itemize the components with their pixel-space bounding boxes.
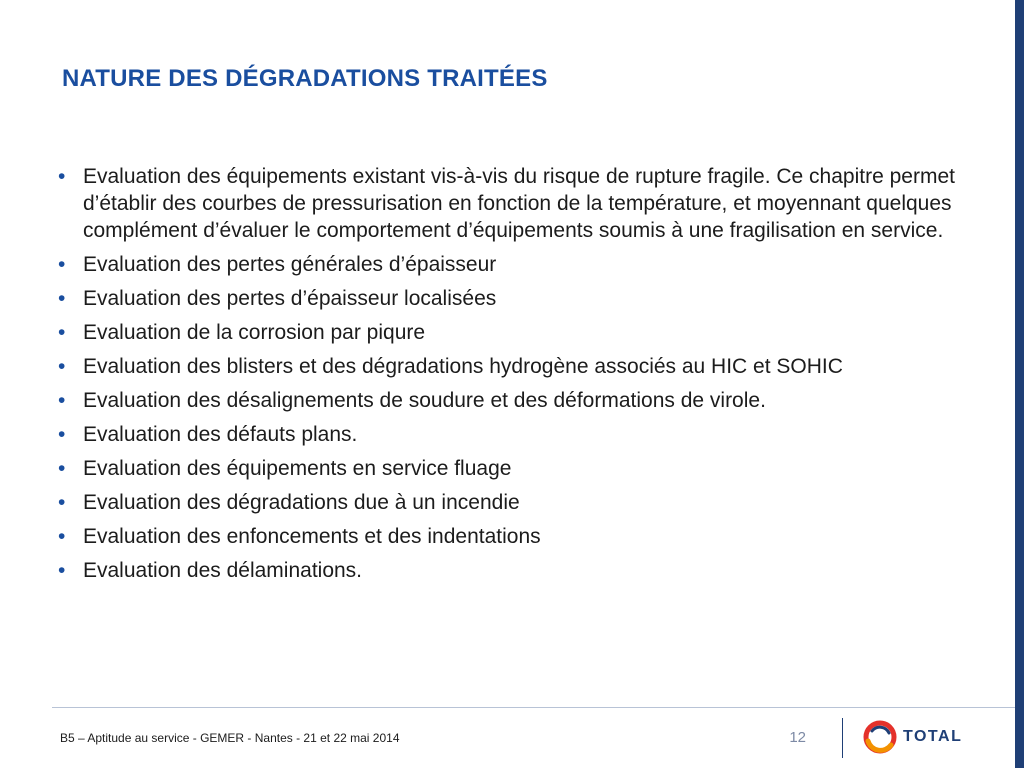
bullet-list	[58, 163, 968, 591]
total-logo-text: TOTAL	[903, 728, 963, 745]
total-logo	[863, 719, 962, 755]
bullet-dot: •	[58, 287, 66, 310]
bullet-dot: •	[58, 355, 66, 378]
slide-title: NATURE DES DÉGRADATIONS TRAITÉES	[62, 65, 548, 92]
bullet-dot: •	[58, 525, 66, 548]
bullet-dot: •	[58, 389, 66, 412]
bullet-text: Evaluation des désalignements de soudure et des déformations de virole.	[83, 389, 766, 412]
bullet-item	[58, 523, 968, 550]
bullet-text: Evaluation des pertes d’épaisseur localisées	[83, 287, 497, 310]
bullet-dot: •	[58, 321, 66, 344]
bullet-text: Evaluation des équipements en service fluage	[83, 457, 512, 480]
footer-divider	[52, 707, 1015, 708]
bullet-item	[58, 353, 968, 380]
bullet-text: Evaluation des dégradations due à un incendie	[83, 491, 520, 514]
bullet-dot: •	[58, 457, 66, 480]
footer-separator	[842, 718, 843, 758]
bullet-dot: •	[58, 491, 66, 514]
bullet-dot: •	[58, 253, 66, 276]
bullet-item	[58, 387, 968, 414]
page-number: 12	[789, 729, 806, 746]
bullet-dot: •	[58, 559, 66, 582]
bullet-item	[58, 557, 968, 584]
bullet-text: Evaluation de la corrosion par piqure	[83, 321, 426, 344]
bullet-text: Evaluation des délaminations.	[83, 559, 363, 582]
bullet-item	[58, 251, 968, 278]
bullet-item	[58, 421, 968, 448]
bullet-item	[58, 455, 968, 482]
bullet-dot: •	[58, 423, 66, 446]
footer-caption: B5 – Aptitude au service - GEMER - Nantes - 21 et 22 mai 2014	[60, 731, 400, 745]
bullet-item	[58, 319, 968, 346]
right-accent-bar	[1015, 0, 1024, 768]
bullet-text: Evaluation des enfoncements et des indentations	[83, 525, 541, 548]
bullet-text: Evaluation des équipements existant vis-à-vis du risque de rupture fragile. Ce chapitre permet d’établir des courbes de pressurisation en fonction de la température, et moyennant quelques complément d’évaluer le comportement d’équipements soumis à une fragilisation en service.	[83, 165, 955, 242]
bullet-text: Evaluation des blisters et des dégradations hydrogène associés au HIC et SOHIC	[83, 355, 843, 378]
bullet-item	[58, 285, 968, 312]
bullet-item	[58, 489, 968, 516]
total-logo-icon	[863, 719, 897, 755]
bullet-text: Evaluation des pertes générales d’épaisseur	[83, 253, 497, 276]
bullet-item	[58, 163, 968, 244]
bullet-text: Evaluation des défauts plans.	[83, 423, 358, 446]
bullet-dot: •	[58, 165, 66, 188]
